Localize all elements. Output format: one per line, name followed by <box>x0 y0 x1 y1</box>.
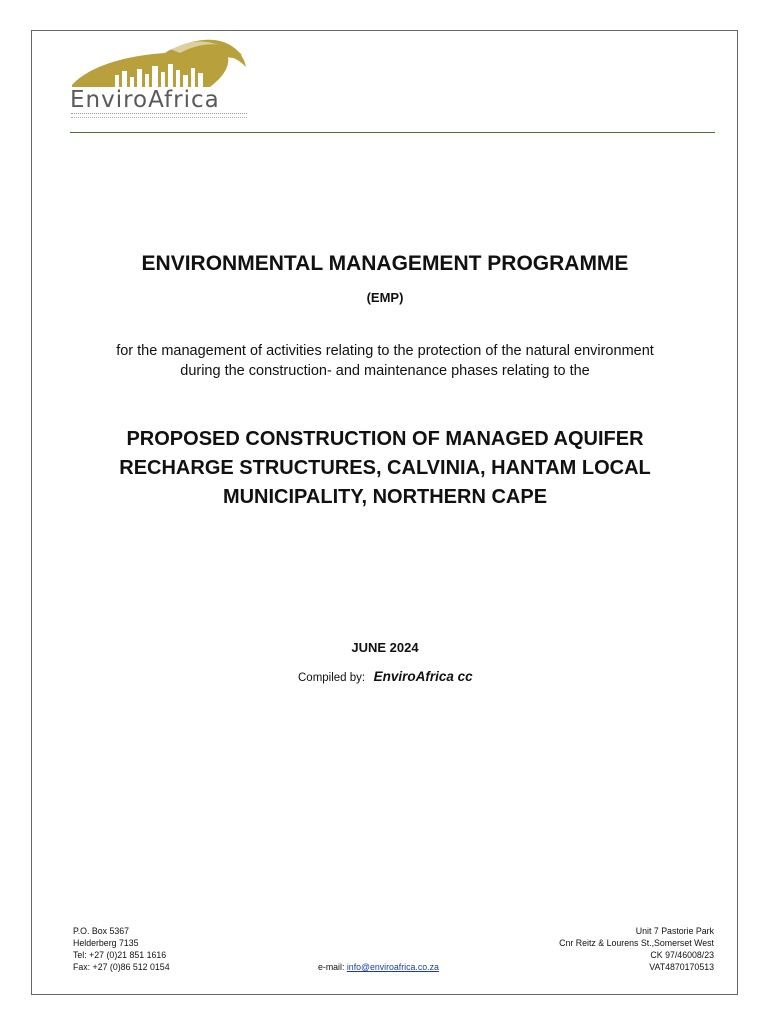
email-link[interactable]: info@enviroafrica.co.za <box>346 962 439 972</box>
compiled-by-label: Compiled by: <box>298 672 366 684</box>
page-border <box>31 30 738 995</box>
footer-line: P.O. Box 5367 <box>73 926 130 936</box>
logo-tagline <box>71 113 247 118</box>
footer-line: VAT4870170513 <box>649 962 714 972</box>
project-title-line: PROPOSED CONSTRUCTION OF MANAGED AQUIFER <box>126 428 644 450</box>
project-title-line: MUNICIPALITY, NORTHERN CAPE <box>222 486 548 508</box>
document-title: ENVIRONMENTAL MANAGEMENT PROGRAMME <box>141 252 629 275</box>
document-date: JUNE 2024 <box>351 640 419 655</box>
intro-line: during the construction- and maintenance phases relating to the <box>180 363 590 379</box>
footer-line: Tel: +27 (0)21 851 1616 <box>73 950 167 960</box>
project-title-line: RECHARGE STRUCTURES, CALVINIA, HANTAM LOCAL <box>119 457 651 479</box>
footer-postal-address <box>73 925 170 973</box>
project-title <box>90 425 680 512</box>
compiled-by-org: EnviroAfrica cc <box>373 669 473 684</box>
footer-line: Fax: +27 (0)86 512 0154 <box>73 962 170 972</box>
header-divider <box>70 132 715 133</box>
footer-line: Cnr Reitz & Lourens St.,Somerset West <box>559 938 714 948</box>
footer-email <box>318 961 439 973</box>
city-skyline-leaf-icon <box>70 35 250 91</box>
footer-physical-address <box>559 925 714 973</box>
document-subtitle: (EMP) <box>366 290 404 305</box>
footer-line: Unit 7 Pastorie Park <box>635 926 714 936</box>
email-label: e-mail: <box>318 962 347 972</box>
logo-wordmark: EnviroAfrica <box>70 87 220 113</box>
compiled-by <box>298 668 473 686</box>
intro-line: for the management of activities relating to the protection of the natural environment <box>116 343 654 359</box>
footer-line: Helderberg 7135 <box>73 938 139 948</box>
enviroafrica-logo <box>70 35 250 123</box>
footer-line: CK 97/46008/23 <box>650 950 714 960</box>
intro-text <box>70 341 700 381</box>
